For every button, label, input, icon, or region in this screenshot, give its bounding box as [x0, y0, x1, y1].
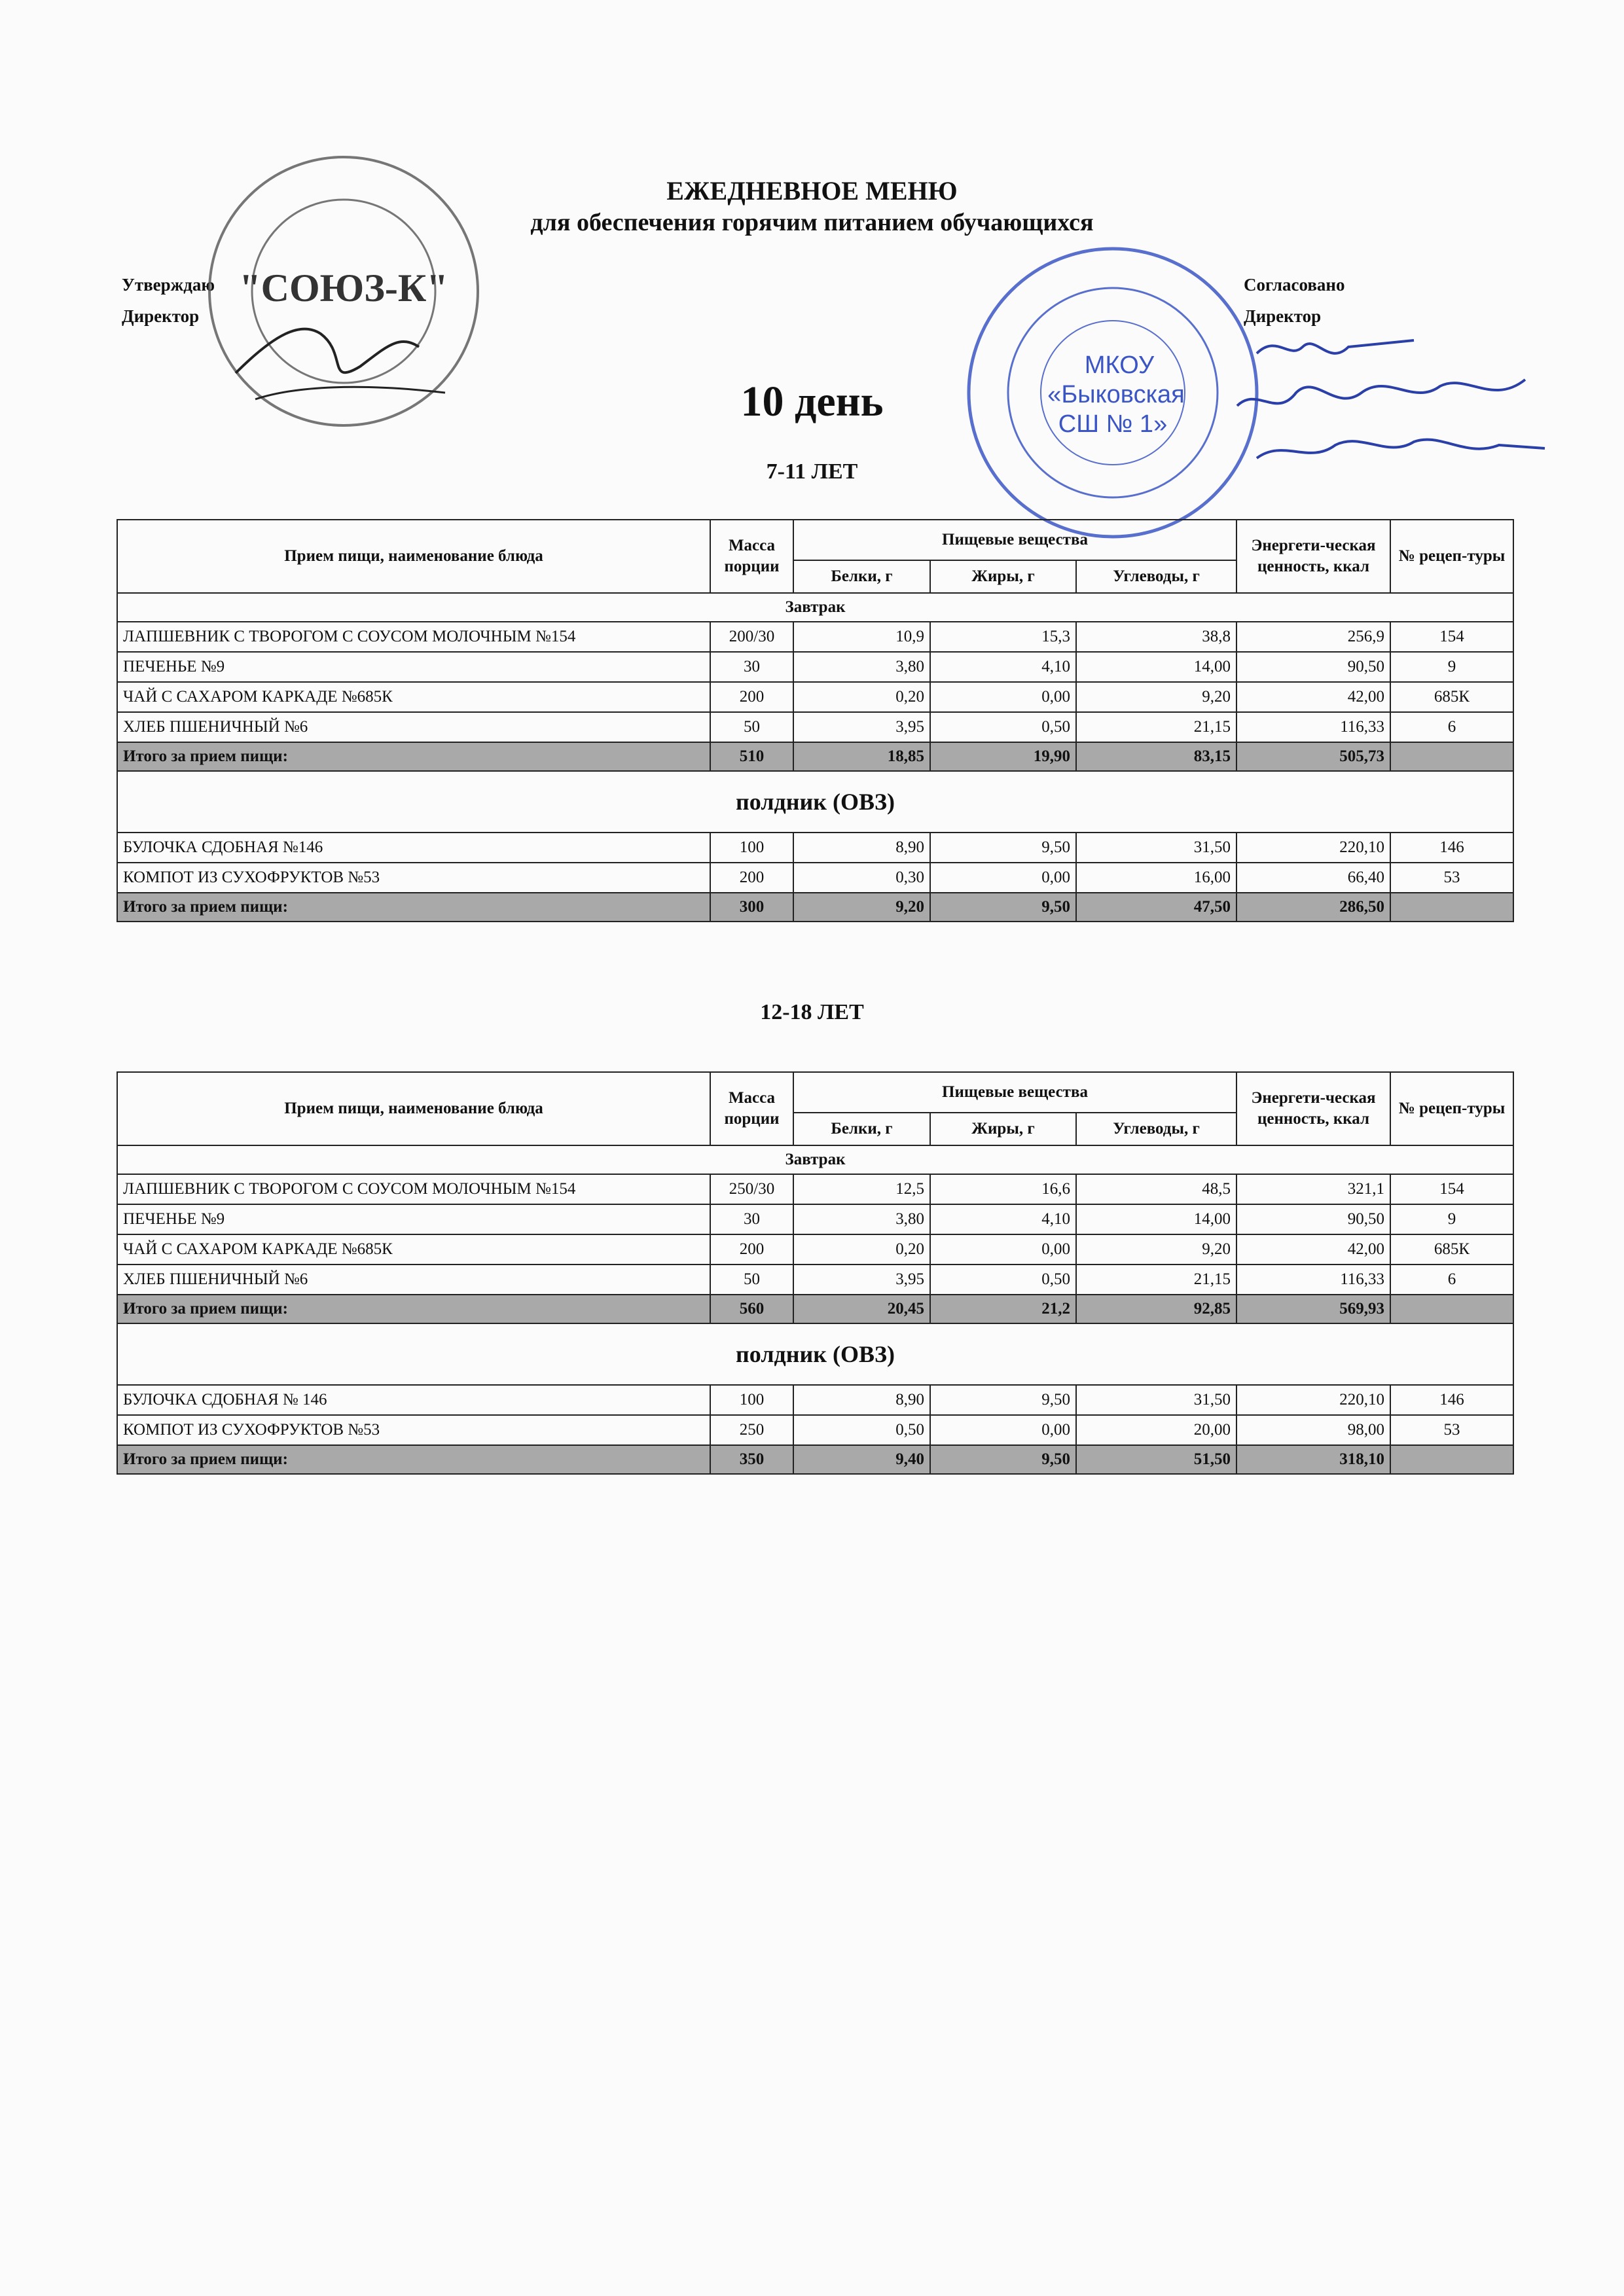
- fat-cell: 0,00: [930, 1234, 1076, 1265]
- energy-cell: 42,00: [1236, 1234, 1390, 1265]
- recipe-cell: 154: [1390, 1174, 1513, 1204]
- protein-cell: 3,95: [793, 712, 930, 742]
- total-mass: 300: [710, 893, 793, 922]
- total-recipe-empty: [1390, 893, 1513, 922]
- mass-cell: 50: [710, 1265, 793, 1295]
- total-energy: 569,93: [1236, 1295, 1390, 1323]
- carbs-cell: 14,00: [1076, 1204, 1236, 1234]
- carbs-cell: 31,50: [1076, 1385, 1236, 1415]
- table-row: [117, 1385, 1513, 1415]
- carbs-cell: 9,20: [1076, 1234, 1236, 1265]
- energy-cell: 256,9: [1236, 622, 1390, 652]
- fat-cell: 4,10: [930, 652, 1076, 682]
- table-row: [117, 652, 1513, 682]
- recipe-cell: 146: [1390, 833, 1513, 863]
- day-heading: 10 день: [740, 378, 884, 425]
- total-protein: 9,40: [793, 1445, 930, 1474]
- stamp-text-3: СШ № 1»: [1058, 410, 1168, 438]
- total-mass: 350: [710, 1445, 793, 1474]
- page-subtitle: для обеспечения горячим питанием обучающихся: [530, 209, 1094, 236]
- total-fat: 9,50: [930, 893, 1076, 922]
- col-energy-header: Энергети-ческая ценность, ккал: [1236, 520, 1390, 593]
- total-protein: 9,20: [793, 893, 930, 922]
- page-title: ЕЖЕДНЕВНОЕ МЕНЮ: [666, 176, 958, 206]
- fat-cell: 0,50: [930, 1265, 1076, 1295]
- dish-name: ХЛЕБ ПШЕНИЧНЫЙ №6: [117, 1265, 710, 1295]
- energy-cell: 116,33: [1236, 1265, 1390, 1295]
- fat-cell: 15,3: [930, 622, 1076, 652]
- energy-cell: 42,00: [1236, 682, 1390, 712]
- mass-cell: 200: [710, 682, 793, 712]
- total-energy: 318,10: [1236, 1445, 1390, 1474]
- col-mass-header: Масса порции: [710, 520, 793, 593]
- col-mass-header: Масса порции: [710, 1072, 793, 1145]
- total-mass: 510: [710, 742, 793, 771]
- col-carbs-header: Углеводы, г: [1076, 1113, 1236, 1145]
- protein-cell: 3,95: [793, 1265, 930, 1295]
- energy-cell: 90,50: [1236, 1204, 1390, 1234]
- total-recipe-empty: [1390, 1445, 1513, 1474]
- recipe-cell: 154: [1390, 622, 1513, 652]
- table-row: [117, 1234, 1513, 1265]
- protein-cell: 0,20: [793, 682, 930, 712]
- total-row: [117, 1445, 1513, 1474]
- total-row: [117, 742, 1513, 771]
- menu-table-12-18: [117, 1071, 1514, 1475]
- protein-cell: 8,90: [793, 833, 930, 863]
- protein-cell: 0,30: [793, 863, 930, 893]
- total-label: Итого за прием пищи:: [117, 1445, 710, 1474]
- dish-name: ЧАЙ С САХАРОМ КАРКАДЕ №685К: [117, 1234, 710, 1265]
- total-recipe-empty: [1390, 1295, 1513, 1323]
- recipe-cell: 53: [1390, 1415, 1513, 1445]
- total-fat: 19,90: [930, 742, 1076, 771]
- age-group-heading: 7-11 ЛЕТ: [766, 459, 858, 484]
- total-carbs: 92,85: [1076, 1295, 1236, 1323]
- mass-cell: 200: [710, 863, 793, 893]
- recipe-cell: 9: [1390, 652, 1513, 682]
- total-fat: 9,50: [930, 1445, 1076, 1474]
- total-carbs: 47,50: [1076, 893, 1236, 922]
- total-mass: 560: [710, 1295, 793, 1323]
- recipe-cell: 53: [1390, 863, 1513, 893]
- fat-cell: 0,00: [930, 863, 1076, 893]
- energy-cell: 321,1: [1236, 1174, 1390, 1204]
- section-snack: полдник (ОВЗ): [117, 771, 1513, 833]
- dish-name: ЧАЙ С САХАРОМ КАРКАДЕ №685К: [117, 682, 710, 712]
- col-dish-header: Прием пищи, наименование блюда: [117, 1072, 710, 1145]
- col-energy-header: Энергети-ческая ценность, ккал: [1236, 1072, 1390, 1145]
- carbs-cell: 38,8: [1076, 622, 1236, 652]
- table-row: [117, 1265, 1513, 1295]
- energy-cell: 90,50: [1236, 652, 1390, 682]
- energy-cell: 66,40: [1236, 863, 1390, 893]
- fat-cell: 0,00: [930, 1415, 1076, 1445]
- col-dish-header: Прием пищи, наименование блюда: [117, 520, 710, 593]
- carbs-cell: 31,50: [1076, 833, 1236, 863]
- dish-name: ЛАПШЕВНИК С ТВОРОГОМ С СОУСОМ МОЛОЧНЫМ №154: [117, 1174, 710, 1204]
- protein-cell: 10,9: [793, 622, 930, 652]
- fat-cell: 0,00: [930, 682, 1076, 712]
- energy-cell: 220,10: [1236, 833, 1390, 863]
- protein-cell: 8,90: [793, 1385, 930, 1415]
- section-breakfast: Завтрак: [117, 1145, 1513, 1174]
- organization-stamp: [196, 137, 491, 445]
- mass-cell: 200/30: [710, 622, 793, 652]
- mass-cell: 250/30: [710, 1174, 793, 1204]
- approve-right-label: Согласовано: [1244, 275, 1345, 295]
- section-breakfast: Завтрак: [117, 593, 1513, 622]
- mass-cell: 250: [710, 1415, 793, 1445]
- protein-cell: 3,80: [793, 1204, 930, 1234]
- table-row: [117, 712, 1513, 742]
- protein-cell: 0,20: [793, 1234, 930, 1265]
- dish-name: КОМПОТ ИЗ СУХОФРУКТОВ №53: [117, 1415, 710, 1445]
- carbs-cell: 9,20: [1076, 682, 1236, 712]
- carbs-cell: 20,00: [1076, 1415, 1236, 1445]
- carbs-cell: 16,00: [1076, 863, 1236, 893]
- director-left-label: Директор: [122, 306, 200, 326]
- energy-cell: 116,33: [1236, 712, 1390, 742]
- recipe-cell: 6: [1390, 712, 1513, 742]
- col-fat-header: Жиры, г: [930, 1113, 1076, 1145]
- fat-cell: 9,50: [930, 1385, 1076, 1415]
- table-row: [117, 1174, 1513, 1204]
- total-label: Итого за прием пищи:: [117, 1295, 710, 1323]
- mass-cell: 200: [710, 1234, 793, 1265]
- recipe-cell: 9: [1390, 1204, 1513, 1234]
- age-group-heading: 12-18 ЛЕТ: [760, 1000, 864, 1024]
- total-recipe-empty: [1390, 742, 1513, 771]
- table-row: [117, 833, 1513, 863]
- carbs-cell: 48,5: [1076, 1174, 1236, 1204]
- signature-right: [1218, 308, 1584, 478]
- total-row: [117, 893, 1513, 922]
- energy-cell: 98,00: [1236, 1415, 1390, 1445]
- fat-cell: 0,50: [930, 712, 1076, 742]
- dish-name: ПЕЧЕНЬЕ №9: [117, 1204, 710, 1234]
- section-snack: полдник (ОВЗ): [117, 1323, 1513, 1385]
- approve-left-label: Утверждаю: [122, 275, 215, 295]
- total-fat: 21,2: [930, 1295, 1076, 1323]
- col-recipe-header: № рецеп-туры: [1390, 1072, 1513, 1145]
- energy-cell: 220,10: [1236, 1385, 1390, 1415]
- recipe-cell: 685К: [1390, 1234, 1513, 1265]
- table-row: [117, 622, 1513, 652]
- col-protein-header: Белки, г: [793, 1113, 930, 1145]
- total-energy: 505,73: [1236, 742, 1390, 771]
- stamp-org-name: "СОЮЗ-К": [239, 266, 448, 310]
- col-fat-header: Жиры, г: [930, 560, 1076, 593]
- carbs-cell: 21,15: [1076, 1265, 1236, 1295]
- table-row: [117, 1204, 1513, 1234]
- col-recipe-header: № рецеп-туры: [1390, 520, 1513, 593]
- mass-cell: 30: [710, 652, 793, 682]
- total-carbs: 51,50: [1076, 1445, 1236, 1474]
- dish-name: ЛАПШЕВНИК С ТВОРОГОМ С СОУСОМ МОЛОЧНЫМ №154: [117, 622, 710, 652]
- dish-name: ПЕЧЕНЬЕ №9: [117, 652, 710, 682]
- col-carbs-header: Углеводы, г: [1076, 560, 1236, 593]
- col-nutrients-header: Пищевые вещества: [793, 1072, 1236, 1113]
- stamp-text-1: МКОУ: [1084, 351, 1155, 379]
- total-energy: 286,50: [1236, 893, 1390, 922]
- carbs-cell: 21,15: [1076, 712, 1236, 742]
- table-row: [117, 682, 1513, 712]
- carbs-cell: 14,00: [1076, 652, 1236, 682]
- dish-name: БУЛОЧКА СДОБНАЯ № 146: [117, 1385, 710, 1415]
- total-protein: 18,85: [793, 742, 930, 771]
- fat-cell: 16,6: [930, 1174, 1076, 1204]
- col-nutrients-header: Пищевые вещества: [793, 520, 1236, 560]
- dish-name: БУЛОЧКА СДОБНАЯ №146: [117, 833, 710, 863]
- protein-cell: 12,5: [793, 1174, 930, 1204]
- table-row: [117, 863, 1513, 893]
- director-right-label: Директор: [1244, 306, 1322, 326]
- recipe-cell: 146: [1390, 1385, 1513, 1415]
- mass-cell: 100: [710, 833, 793, 863]
- menu-table-7-11: [117, 519, 1514, 922]
- protein-cell: 3,80: [793, 652, 930, 682]
- col-protein-header: Белки, г: [793, 560, 930, 593]
- protein-cell: 0,50: [793, 1415, 930, 1445]
- total-row: [117, 1295, 1513, 1323]
- total-label: Итого за прием пищи:: [117, 742, 710, 771]
- mass-cell: 50: [710, 712, 793, 742]
- recipe-cell: 6: [1390, 1265, 1513, 1295]
- total-carbs: 83,15: [1076, 742, 1236, 771]
- total-label: Итого за прием пищи:: [117, 893, 710, 922]
- recipe-cell: 685К: [1390, 682, 1513, 712]
- dish-name: КОМПОТ ИЗ СУХОФРУКТОВ №53: [117, 863, 710, 893]
- dish-name: ХЛЕБ ПШЕНИЧНЫЙ №6: [117, 712, 710, 742]
- fat-cell: 9,50: [930, 833, 1076, 863]
- stamp-text-2: «Быковская: [1047, 381, 1185, 408]
- fat-cell: 4,10: [930, 1204, 1076, 1234]
- mass-cell: 30: [710, 1204, 793, 1234]
- table-row: [117, 1415, 1513, 1445]
- total-protein: 20,45: [793, 1295, 930, 1323]
- mass-cell: 100: [710, 1385, 793, 1415]
